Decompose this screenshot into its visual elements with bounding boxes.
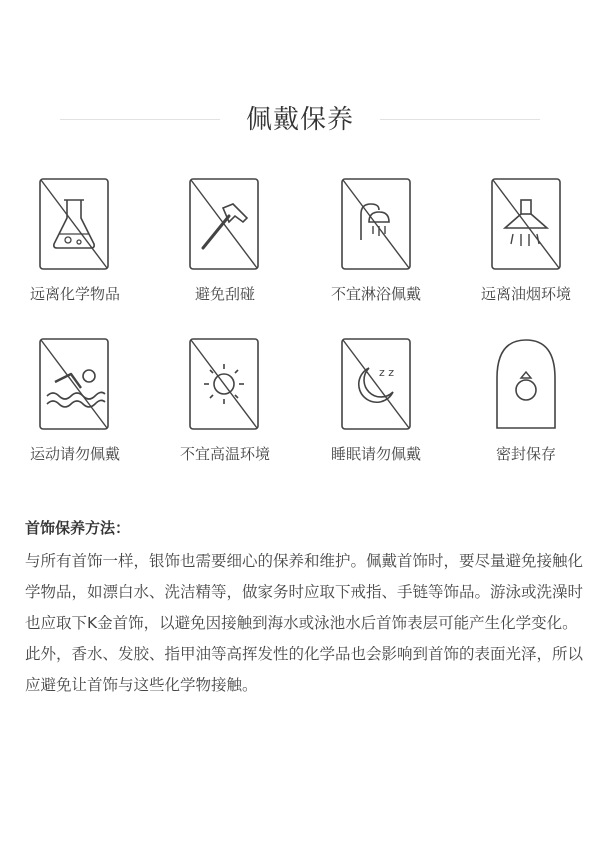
swimmer-icon (39, 338, 109, 430)
icon-label-heat: 不宜高温环境 (179, 445, 270, 463)
title-divider-right (380, 119, 540, 120)
icon-label-fumes: 远离油烟环境 (480, 285, 571, 303)
icon-label-storage: 密封保存 (495, 445, 556, 463)
sun-icon (189, 338, 259, 430)
flask-icon (39, 178, 109, 270)
icon-label-shower: 不宜淋浴佩戴 (330, 285, 421, 303)
shower-icon (341, 178, 411, 270)
icon-label-sleep: 睡眠请勿佩戴 (330, 445, 421, 463)
page-title: 佩戴保养 (245, 105, 354, 135)
method-body: 与所有首饰一样，银饰也需要细心的保养和维护。佩戴首饰时，要尽量避免接触化学物品，如漂白水、洗洁精等，做家务时应取下戒指、手链等饰品。游泳或洗澡时也应取下K金首饰，以避免因接触到海水或泳池水后首饰表层可能产生化学变化。此外，香水、发胶、指甲油等高挥发性的化学品也会影响到首饰的表面光泽，所以应避免让首饰与这些化学物接触。 (25, 552, 584, 694)
icon-label-sport: 运动请勿佩戴 (29, 445, 120, 463)
hammer-icon (189, 178, 259, 270)
section-header (0, 100, 600, 140)
icon-label-scratch: 避免刮碰 (194, 285, 255, 303)
method-title: 首饰保养方法： (25, 519, 131, 537)
icon-label-chemicals: 远离化学物品 (29, 285, 120, 303)
sealed-ring-icon (491, 338, 561, 430)
svg-text:z z: z z (379, 366, 395, 379)
range-hood-icon (491, 178, 561, 270)
moon-sleep-icon (341, 338, 411, 430)
